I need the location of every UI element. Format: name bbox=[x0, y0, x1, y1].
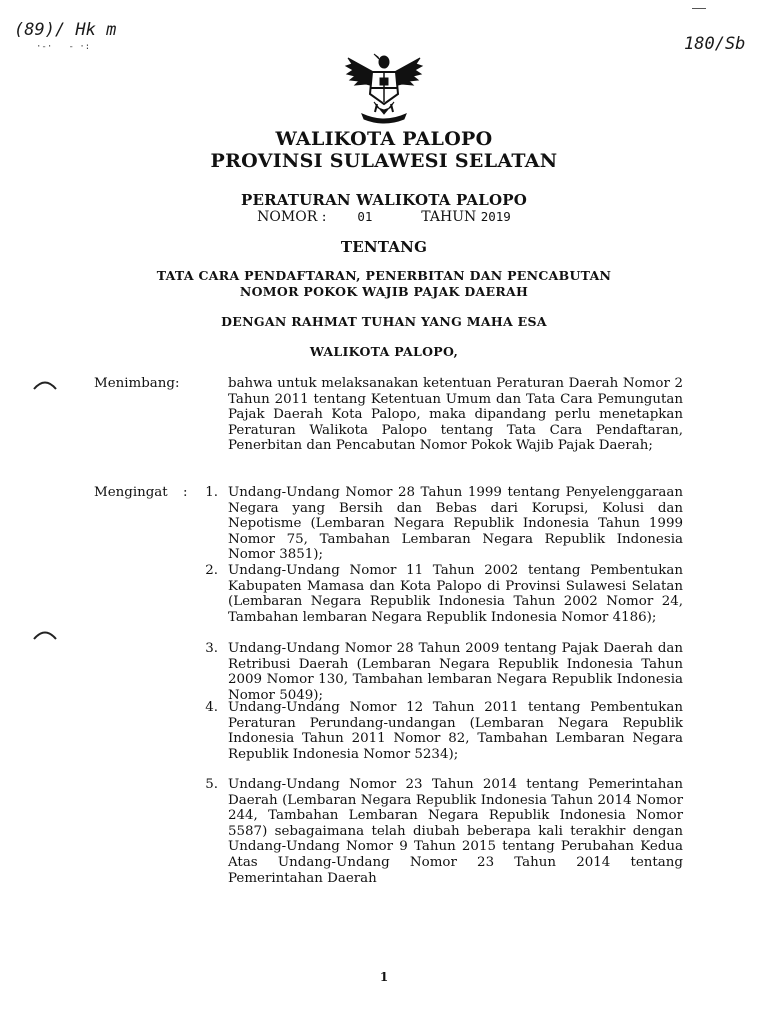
garuda-emblem-icon bbox=[344, 52, 424, 124]
mengingat-item-text: Undang-Undang Nomor 12 Tahun 2011 tentang Pembentukan Peraturan Perundang-undangan (Lembaran Negara Republik Indonesia Tahun 2011 Nomor 82, Tambahan Lembaran Negara Republik Indonesia Nomor 5234); bbox=[228, 700, 683, 762]
mengingat-label: Mengingat bbox=[94, 485, 168, 500]
mengingat-item-number: 2. bbox=[205, 563, 218, 578]
rahmat-line: DENGAN RAHMAT TUHAN YANG MAHA ESA bbox=[221, 314, 547, 329]
handwritten-annotation-top-left: (89)/ Hk m bbox=[14, 20, 117, 40]
tahun-label: TAHUN bbox=[421, 209, 477, 225]
menimbang-text: bahwa untuk melaksanakan ketentuan Peraturan Daerah Nomor 2 Tahun 2011 tentang Ketentuan Umum dan Tata Cara Pemungutan Pajak Daerah Kota Palopo, maka dipandang perlu menetapkan Peraturan Walikota Palopo tentang Tata Cara Pendaftaran, Penerbitan dan Pencabutan Nomor Pokok Wajib Pajak Daerah; bbox=[228, 376, 683, 454]
scribble-marks: ·-· - ·: bbox=[36, 42, 91, 52]
tentang-heading: TENTANG bbox=[340, 238, 428, 256]
nomor-line bbox=[0, 209, 768, 225]
subject-line-2: NOMOR POKOK WAJIB PAJAK DAERAH bbox=[239, 284, 529, 299]
nomor-label: NOMOR : bbox=[257, 209, 327, 225]
mengingat-item-number: 5. bbox=[205, 777, 218, 792]
punch-hole-mark bbox=[32, 378, 58, 390]
menimbang-label: Menimbang: bbox=[94, 376, 180, 391]
page-number: 1 bbox=[379, 970, 389, 984]
regulation-title: PERATURAN WALIKOTA PALOPO bbox=[240, 191, 528, 209]
mengingat-item-text: Undang-Undang Nomor 28 Tahun 2009 tentang Pajak Daerah dan Retribusi Daerah (Lembaran Negara Republik Indonesia Tahun 2009 Nomor 130, Tambahan lembaran Negara Republik Indonesia Nomor 5049); bbox=[228, 641, 683, 703]
mengingat-item-text: Undang-Undang Nomor 11 Tahun 2002 tentang Pembentukan Kabupaten Mamasa dan Kota Palopo di Provinsi Sulawesi Selatan (Lembaran Negara Republik Indonesia Tahun 2002 Nomor 24, Tambahan lembaran Negara Republik Indonesia Nomor 4186); bbox=[228, 563, 683, 625]
header-walikota: WALIKOTA PALOPO bbox=[275, 128, 493, 150]
punch-hole-mark bbox=[32, 628, 58, 640]
mengingat-item-text: Undang-Undang Nomor 23 Tahun 2014 tentang Pemerintahan Daerah (Lembaran Negara Republik Indonesia Tahun 2014 Nomor 244, Tambahan Lembaran Negara Republik Indonesia Nomor 5587) sebagaimana telah diubah beberapa kali terakhir dengan Undang-Undang Nomor 9 Tahun 2015 tentang Perubahan Kedua Atas Undang-Undang Nomor 23 Tahun 2014 tentang Pemerintahan Daerah bbox=[228, 777, 683, 886]
corner-dash bbox=[692, 8, 706, 9]
mengingat-item-number: 3. bbox=[205, 641, 218, 656]
mengingat-item-number: 1. bbox=[205, 485, 218, 500]
handwritten-annotation-top-right: 180/Sb bbox=[684, 34, 746, 54]
garuda-emblem bbox=[344, 52, 424, 124]
nomor-value: 01 bbox=[357, 209, 373, 224]
mengingat-item-number: 4. bbox=[205, 700, 218, 715]
tahun-value: 2019 bbox=[480, 209, 511, 224]
mengingat-colon: : bbox=[183, 485, 188, 500]
walikota-line: WALIKOTA PALOPO, bbox=[309, 344, 459, 359]
subject-line-1: TATA CARA PENDAFTARAN, PENERBITAN DAN PENCABUTAN bbox=[156, 268, 612, 283]
header-provinsi: PROVINSI SULAWESI SELATAN bbox=[210, 150, 558, 172]
mengingat-item-text: Undang-Undang Nomor 28 Tahun 1999 tentang Penyelenggaraan Negara yang Bersih dan Bebas dari Korupsi, Kolusi dan Nepotisme (Lembaran Negara Republik Indonesia Tahun 1999 Nomor 75, Tambahan Lembaran Negara Republik Indonesia Nomor 3851); bbox=[228, 485, 683, 563]
